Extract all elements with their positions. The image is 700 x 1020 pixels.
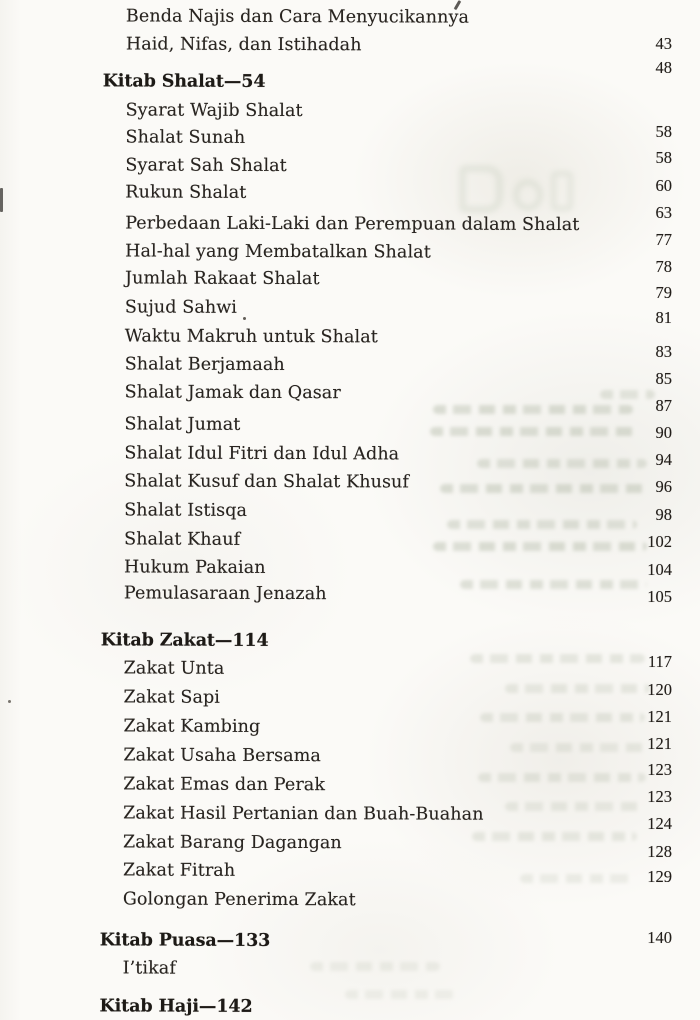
toc-section-header: Kitab Zakat—114 — [100, 630, 269, 651]
toc-entry-title: Shalat Kusuf dan Shalat Khusuf — [124, 471, 410, 493]
toc-page-number: 81 — [655, 308, 672, 327]
toc-entry-title: Rukun Shalat — [125, 182, 247, 203]
toc-page-number: 102 — [647, 532, 672, 551]
toc-entry-title: Zakat Fitrah — [122, 860, 236, 881]
toc-page-number: 123 — [647, 760, 672, 779]
toc-entry-title: Zakat Emas dan Perak — [123, 774, 326, 796]
toc-page-number: 128 — [647, 842, 672, 861]
toc-page-number: 120 — [647, 680, 672, 699]
toc-page-number: 94 — [655, 450, 672, 469]
toc-entry-title: Shalat Jumat — [124, 414, 241, 435]
toc-entry-title: Zakat Usaha Bersama — [123, 745, 321, 767]
toc-page-number: 79 — [655, 283, 672, 302]
toc-entry-title: Hal-hal yang Membatalkan Shalat — [125, 241, 431, 263]
toc-entry-title: Sujud Sahwi — [124, 297, 238, 318]
toc-page-number: 78 — [655, 257, 672, 276]
toc-page-number: 63 — [655, 203, 672, 222]
toc-entry-title: Zakat Unta — [123, 658, 225, 679]
toc-entry-title: Syarat Wajib Shalat — [125, 100, 303, 122]
toc-page-number: 124 — [647, 814, 672, 833]
toc-section-header: Kitab Haji—142 — [99, 996, 253, 1017]
toc-page-number: 43 — [655, 34, 672, 53]
toc-entry-title: Hukum Pakaian — [123, 557, 266, 578]
toc-page-number: 85 — [655, 369, 672, 388]
toc-entry-title: Shalat Jamak dan Qasar — [124, 382, 341, 404]
toc-page-number: 58 — [655, 148, 672, 167]
toc-entry-title: Golongan Penerima Zakat — [122, 889, 356, 911]
toc-page-number: 121 — [647, 734, 672, 753]
toc-page-number: 129 — [647, 867, 672, 886]
toc-page-number: 90 — [655, 423, 672, 442]
toc-entry-title: Zakat Sapi — [123, 687, 221, 708]
toc-entry-title: Syarat Sah Shalat — [125, 155, 287, 177]
toc-entry-title: Shalat Berjamaah — [124, 354, 285, 375]
toc-page-number: 105 — [647, 587, 672, 606]
toc-page-number: 117 — [647, 652, 672, 671]
toc-page-number: 87 — [655, 396, 672, 415]
toc-entry-title: Perbedaan Laki-Laki dan Perempuan dalam Shalat — [125, 213, 580, 236]
toc-page-number: 104 — [647, 560, 672, 579]
toc-entry-title: Haid, Nifas, dan Istihadah — [125, 33, 362, 55]
toc-entry-title: Shalat Sunah — [125, 127, 246, 148]
toc-page-number: 83 — [655, 342, 672, 361]
toc-section-header: Kitab Shalat—54 — [102, 71, 266, 92]
toc-entry-title: Shalat Idul Fitri dan Idul Adha — [124, 443, 400, 465]
toc-entry-title: Shalat Istisqa — [124, 500, 248, 521]
toc-page-number: 123 — [647, 787, 672, 806]
toc-page-number: 48 — [655, 58, 672, 77]
toc-section-header: Kitab Puasa—133 — [99, 930, 271, 951]
scan-speck-dot — [8, 700, 11, 703]
toc-entry-title: Waktu Makruh untuk Shalat — [124, 326, 378, 348]
toc-entry-title: Jumlah Rakaat Shalat — [124, 268, 320, 290]
toc-page-number: 98 — [655, 505, 672, 524]
toc-entry-title: Zakat Kambing — [123, 716, 261, 737]
toc-entry-title: I’tikaf — [122, 958, 176, 979]
scan-speck-left-edge — [0, 188, 3, 212]
toc-entry-title: Pemulasaraan Jenazah — [123, 583, 327, 605]
toc-page-number: 96 — [655, 477, 672, 496]
toc-page-number: 140 — [647, 928, 672, 947]
toc-page-number: 77 — [655, 230, 672, 249]
toc-entry-title: Shalat Khauf — [124, 529, 241, 550]
toc-page-number: 60 — [655, 176, 672, 195]
toc-entry-title: Benda Najis dan Cara Menyucikannya — [125, 6, 470, 28]
scan-speck-period — [243, 317, 246, 320]
toc-entry-title: Zakat Hasil Pertanian dan Buah-Buahan — [123, 803, 484, 825]
toc-entry-title: Zakat Barang Dagangan — [123, 832, 342, 854]
toc-page-number: 121 — [647, 707, 672, 726]
toc-page-number: 58 — [655, 122, 672, 141]
